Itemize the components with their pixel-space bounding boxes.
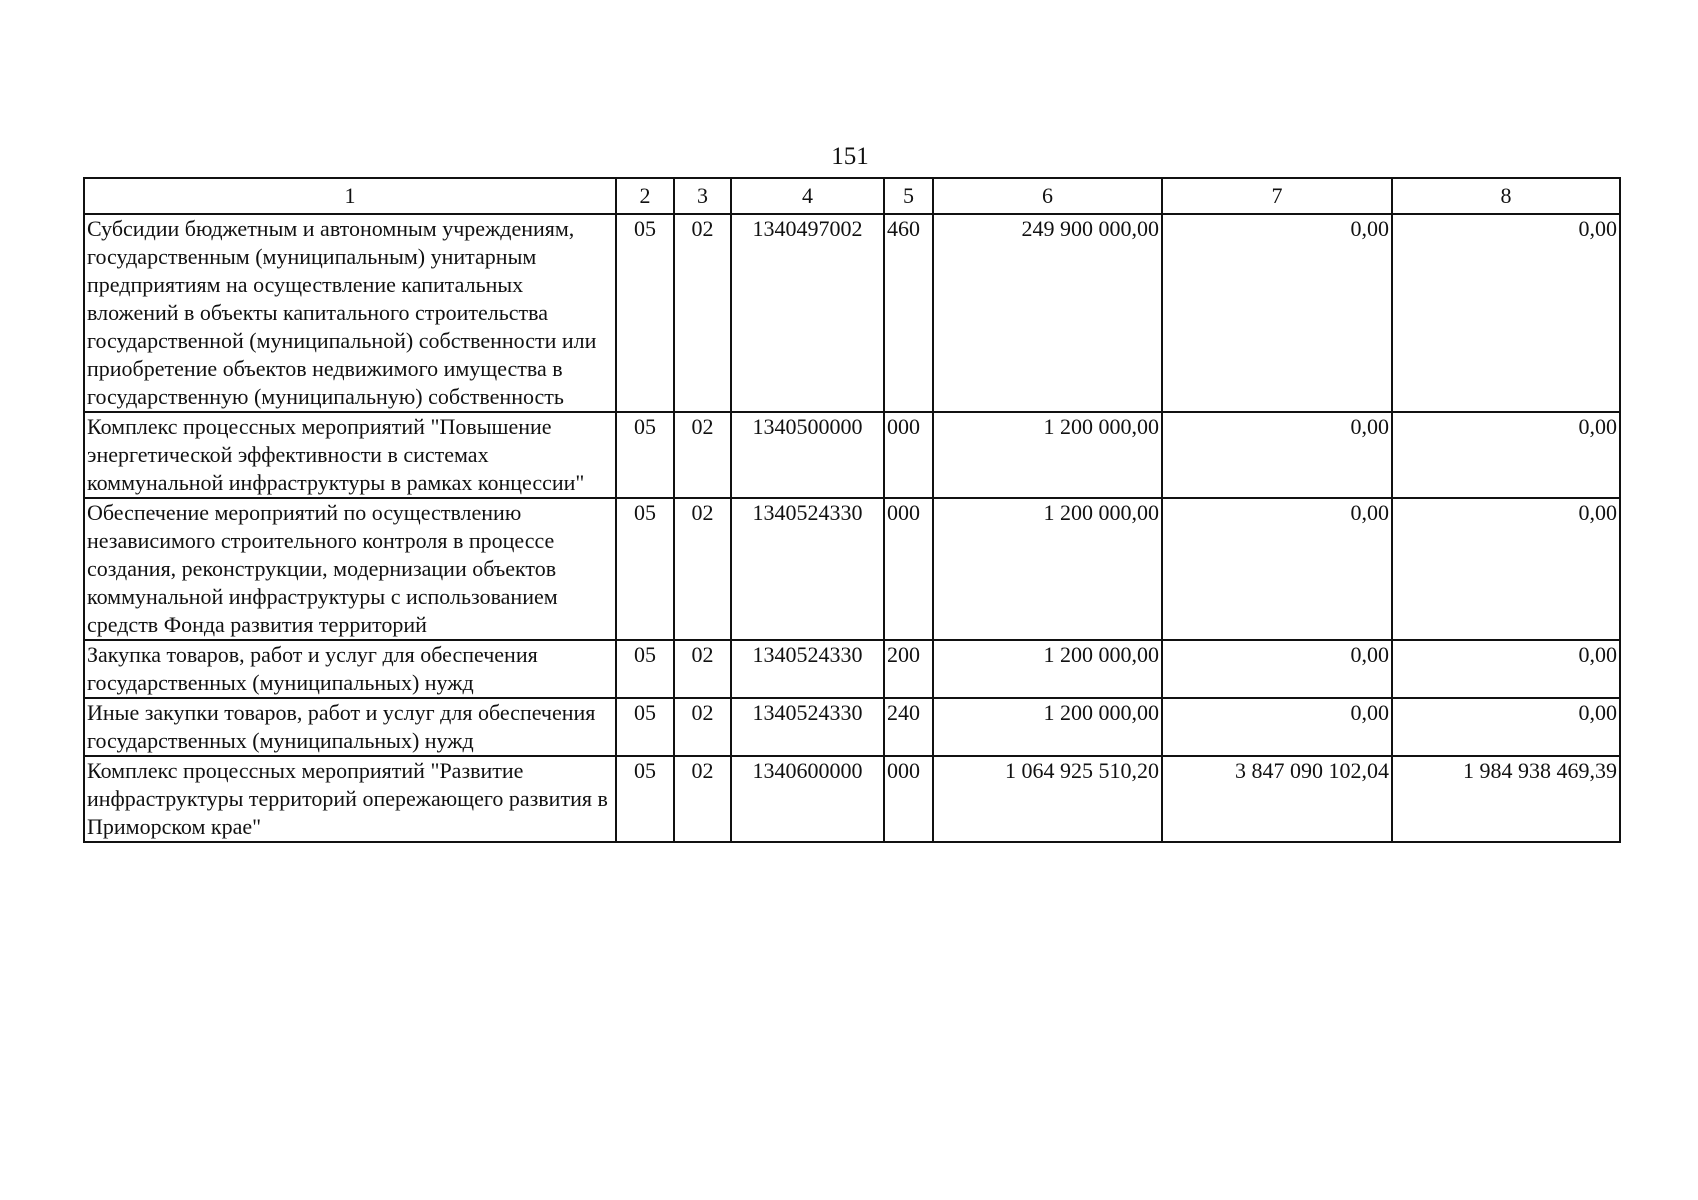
row-amount-6: 1 200 000,00: [933, 698, 1162, 756]
row-name: Закупка товаров, работ и услуг для обеспечения государственных (муниципальных) нужд: [84, 640, 616, 698]
header-col-6: 6: [933, 178, 1162, 214]
row-amount-8: 0,00: [1392, 640, 1620, 698]
row-target: 1340497002: [731, 214, 884, 412]
row-amount-6: 1 200 000,00: [933, 412, 1162, 498]
row-name: Субсидии бюджетным и автономным учреждениям, государственным (муниципальным) унитарным предприятиям на осуществление капитальных вложений в объекты капитального строительства государственной (муниципальной) собственности или приобретение объектов недвижимого имущества в государственную (муниципальную) собственность: [84, 214, 616, 412]
row-subsection: 02: [674, 214, 731, 412]
row-section: 05: [616, 698, 674, 756]
table-row: [84, 498, 1620, 640]
row-section: 05: [616, 214, 674, 412]
row-expense-type: 460: [884, 214, 933, 412]
header-col-7: 7: [1162, 178, 1392, 214]
row-target: 1340500000: [731, 412, 884, 498]
row-amount-6: 1 200 000,00: [933, 640, 1162, 698]
row-expense-type: 240: [884, 698, 933, 756]
row-amount-6: 249 900 000,00: [933, 214, 1162, 412]
row-name: Комплекс процессных мероприятий "Развитие инфраструктуры территорий опережающего развития в Приморском крае": [84, 756, 616, 842]
row-expense-type: 000: [884, 412, 933, 498]
row-target: 1340524330: [731, 698, 884, 756]
row-amount-6: 1 064 925 510,20: [933, 756, 1162, 842]
row-amount-7: 0,00: [1162, 412, 1392, 498]
table-row: [84, 698, 1620, 756]
table-row: [84, 640, 1620, 698]
row-name: Комплекс процессных мероприятий "Повышение энергетической эффективности в системах коммунальной инфраструктуры в рамках концессии": [84, 412, 616, 498]
row-section: 05: [616, 756, 674, 842]
table-row: [84, 756, 1620, 842]
header-col-1: 1: [84, 178, 616, 214]
row-amount-8: 1 984 938 469,39: [1392, 756, 1620, 842]
row-amount-7: 0,00: [1162, 698, 1392, 756]
row-amount-8: 0,00: [1392, 498, 1620, 640]
row-amount-8: 0,00: [1392, 412, 1620, 498]
table-row: [84, 412, 1620, 498]
row-expense-type: 000: [884, 498, 933, 640]
row-amount-6: 1 200 000,00: [933, 498, 1162, 640]
row-section: 05: [616, 412, 674, 498]
header-col-4: 4: [731, 178, 884, 214]
row-amount-7: 3 847 090 102,04: [1162, 756, 1392, 842]
row-target: 1340600000: [731, 756, 884, 842]
row-amount-7: 0,00: [1162, 640, 1392, 698]
row-name: Обеспечение мероприятий по осуществлению независимого строительного контроля в процессе создания, реконструкции, модернизации объектов коммунальной инфраструктуры с использованием средств Фонда развития территорий: [84, 498, 616, 640]
table-row: [84, 214, 1620, 412]
header-col-8: 8: [1392, 178, 1620, 214]
row-amount-7: 0,00: [1162, 214, 1392, 412]
row-subsection: 02: [674, 756, 731, 842]
page-number: 151: [831, 143, 869, 170]
header-col-5: 5: [884, 178, 933, 214]
row-target: 1340524330: [731, 498, 884, 640]
row-amount-8: 0,00: [1392, 698, 1620, 756]
row-target: 1340524330: [731, 640, 884, 698]
row-subsection: 02: [674, 498, 731, 640]
header-row: [84, 178, 1620, 214]
row-subsection: 02: [674, 698, 731, 756]
row-section: 05: [616, 640, 674, 698]
row-amount-8: 0,00: [1392, 214, 1620, 412]
row-subsection: 02: [674, 412, 731, 498]
header-col-2: 2: [616, 178, 674, 214]
row-expense-type: 200: [884, 640, 933, 698]
row-section: 05: [616, 498, 674, 640]
row-subsection: 02: [674, 640, 731, 698]
row-amount-7: 0,00: [1162, 498, 1392, 640]
row-name: Иные закупки товаров, работ и услуг для обеспечения государственных (муниципальных) нужд: [84, 698, 616, 756]
header-col-3: 3: [674, 178, 731, 214]
budget-table: [83, 177, 1621, 843]
row-expense-type: 000: [884, 756, 933, 842]
